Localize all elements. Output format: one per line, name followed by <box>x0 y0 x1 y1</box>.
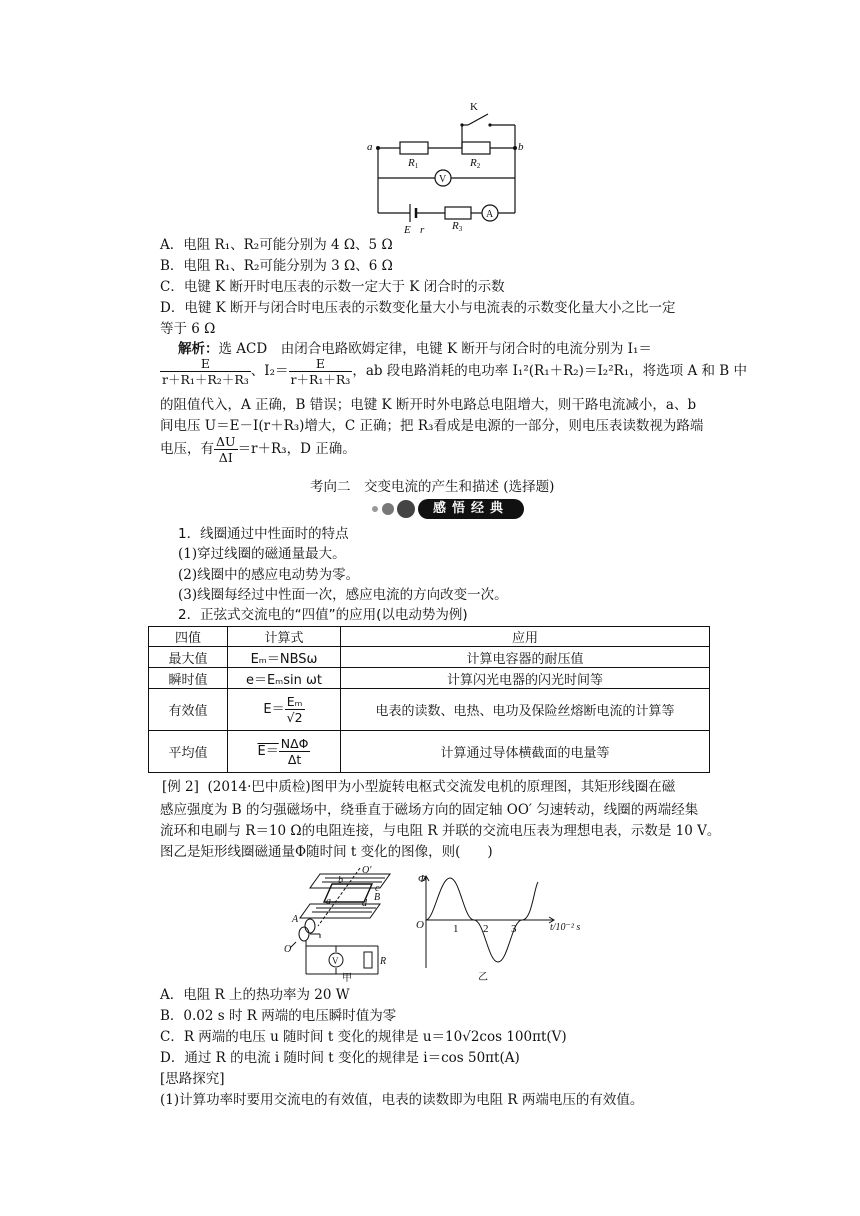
fraction-i1: $\frac{E}{\text{r＋R₁＋R₂＋R₃}}$ <box>162 356 249 387</box>
table-header: 四值 <box>149 627 228 647</box>
table-cell: 最大值 <box>149 647 228 668</box>
generator-diagram <box>280 864 400 982</box>
svg-text:O: O <box>284 944 292 955</box>
svg-text:d: d <box>362 898 367 909</box>
label-b: b <box>518 141 524 153</box>
section-banner <box>370 498 526 520</box>
table-cell: 瞬时值 <box>149 668 228 689</box>
svg-text:B: B <box>374 892 381 903</box>
label-a: a <box>367 141 373 153</box>
table-header: 计算式 <box>228 627 341 647</box>
table-cell: 计算电容器的耐压值 <box>341 647 710 668</box>
svg-text:3: 3 <box>511 923 517 935</box>
svg-text:O: O <box>416 919 424 931</box>
svg-text:c: c <box>375 883 380 894</box>
point-1: (1)穿过线圈的磁通量最大。 <box>178 546 346 562</box>
analysis-line-2: $\frac{E}{\text{r＋R₁＋R₂＋R₃}}$ 、I₂＝ $\frac{E}{\text{r＋R₁＋R₃}}$ ，ab 段电路消耗的电功率 I₁²(R₁＋R₂)＝I₂²R₁，将选项 A 和 B 中 <box>162 356 748 387</box>
label-r: r <box>420 224 425 235</box>
svg-text:Φ: Φ <box>418 873 427 885</box>
example-line-4: 图乙是矩形线圈磁通量Φ随时间 t 变化的图像，则( ) <box>160 844 493 860</box>
figure-jia-caption: 甲 <box>342 973 352 982</box>
table-cell: e＝Eₘsin ωt <box>228 668 341 689</box>
section-title: 考向二 交变电流的产生和描述 (选择题) <box>310 479 555 495</box>
table-row <box>149 731 710 773</box>
table-cell: 电表的读数、电热、电功及保险丝熔断电流的计算等 <box>341 689 710 731</box>
table-cell: 计算闪光电器的闪光时间等 <box>341 668 710 689</box>
analysis-line-4: 间电压 U＝E－I(r＋R₃)增大，C 正确；把 R₃看成是电源的一部分，则电压表读数视为路端 <box>160 418 704 434</box>
q2-option-c: C．R 两端的电压 u 随时间 t 变化的规律是 u＝10√2cos 100πt(V) <box>160 1029 567 1045</box>
analysis-line-1: 解析：选 ACD 由闭合电路欧姆定律，电键 K 断开与闭合时的电流分别为 I₁＝ <box>178 341 652 357</box>
q1-option-a: A．电阻 R₁、R₂可能分别为 4 Ω、5 Ω <box>160 237 393 253</box>
example-line-2: 感应强度为 B 的匀强磁场中，绕垂直于磁场方向的固定轴 OO′ 匀速转动，线圈的两端经集 <box>160 802 699 818</box>
svg-text:2: 2 <box>483 923 489 935</box>
svg-text:b: b <box>338 875 343 886</box>
svg-text:V: V <box>332 956 339 966</box>
fraction-du-di: $\frac{\Delta U}{\Delta I}$ <box>216 434 236 465</box>
point-heading-2: 2．正弦式交流电的“四值”的应用(以电动势为例) <box>178 607 468 623</box>
table-cell: 平均值 <box>149 731 228 773</box>
table-header: 应用 <box>341 627 710 647</box>
label-K: K <box>470 101 478 113</box>
thinking-point-1: (1)计算功率时要用交流电的有效值，电表的读数即为电阻 R 两端电压的有效值。 <box>160 1092 644 1108</box>
example-line-1: [例 2] (2014·巴中质检)图甲为小型旋转电枢式交流发电机的原理图，其矩形线圈在磁 <box>162 779 676 795</box>
q1-option-c: C．电键 K 断开时电压表的示数一定大于 K 闭合时的示数 <box>160 279 505 295</box>
svg-text:a: a <box>326 896 331 907</box>
q2-option-a: A．电阻 R 上的热功率为 20 W <box>160 987 350 1003</box>
svg-text:R: R <box>380 956 387 967</box>
svg-text:R3: R3 <box>452 220 463 233</box>
svg-text:t/10⁻² s: t/10⁻² s <box>550 922 581 933</box>
q2-option-d: D．通过 R 的电流 i 随时间 t 变化的规律是 i＝cos 50πt(A) <box>160 1050 520 1066</box>
table-cell: E＝ $\frac{\text{NΔΦ}}{\Delta t}$ <box>228 731 341 773</box>
fraction-i2: $\frac{E}{\text{r＋R₁＋R₃}}$ <box>290 356 351 387</box>
svg-text:R1: R1 <box>408 157 419 170</box>
svg-text:R2: R2 <box>470 157 481 170</box>
table-row <box>149 689 710 731</box>
q1-option-d-cont: 等于 6 Ω <box>160 321 216 337</box>
example-label: [例 2] <box>162 779 199 795</box>
q1-option-b: B．电阻 R₁、R₂可能分别为 3 Ω、6 Ω <box>160 258 393 274</box>
banner-label: 感悟经典 <box>418 499 524 519</box>
svg-text:1: 1 <box>453 923 459 935</box>
thinking-label: [思路探究] <box>160 1071 225 1087</box>
label-A: A <box>486 209 494 220</box>
table-row <box>149 647 710 668</box>
label-o-prime: O′ <box>362 865 372 876</box>
svg-text:A: A <box>292 914 299 925</box>
table-cell: E＝ $\frac{\text{Eₘ}}{√2}$ <box>228 689 341 731</box>
table-row <box>149 668 710 689</box>
q2-option-b: B．0.02 s 时 R 两端的电压瞬时值为零 <box>160 1008 397 1024</box>
point-2: (2)线圈中的感应电动势为零。 <box>178 567 360 583</box>
table-cell: 有效值 <box>149 689 228 731</box>
circuit-diagram <box>360 100 530 235</box>
table-cell: 计算通过导体横截面的电量等 <box>341 731 710 773</box>
analysis-line-5: 电压，有 $\frac{\Delta U}{\Delta I}$ ＝r＋R₃，D 正确。 <box>160 434 356 465</box>
point-heading-1: 1．线圈通过中性面时的特点 <box>178 526 349 542</box>
label-E: E <box>404 224 411 235</box>
table-header-row <box>149 627 710 647</box>
flux-graph <box>416 868 616 984</box>
q1-option-d: D．电键 K 断开与闭合时电压表的示数变化量大小与电流表的示数变化量大小之比一定 <box>160 300 676 316</box>
example-line-3: 流环和电刷与 R＝10 Ω的电阻连接，与电阻 R 并联的交流电压表为理想电表，示数是 10 V。 <box>160 823 721 839</box>
point-3: (3)线圈每经过中性面一次，感应电流的方向改变一次。 <box>178 587 508 603</box>
figure-yi-caption: 乙 <box>478 972 488 983</box>
table-cell: Eₘ＝NBSω <box>228 647 341 668</box>
analysis-label: 解析： <box>178 341 219 357</box>
four-values-table <box>148 626 710 773</box>
analysis-line-3: 的阻值代入，A 正确，B 错误；电键 K 断开时外电路总电阻增大，则干路电流减小，a、b <box>160 397 697 413</box>
label-V: V <box>439 174 447 185</box>
